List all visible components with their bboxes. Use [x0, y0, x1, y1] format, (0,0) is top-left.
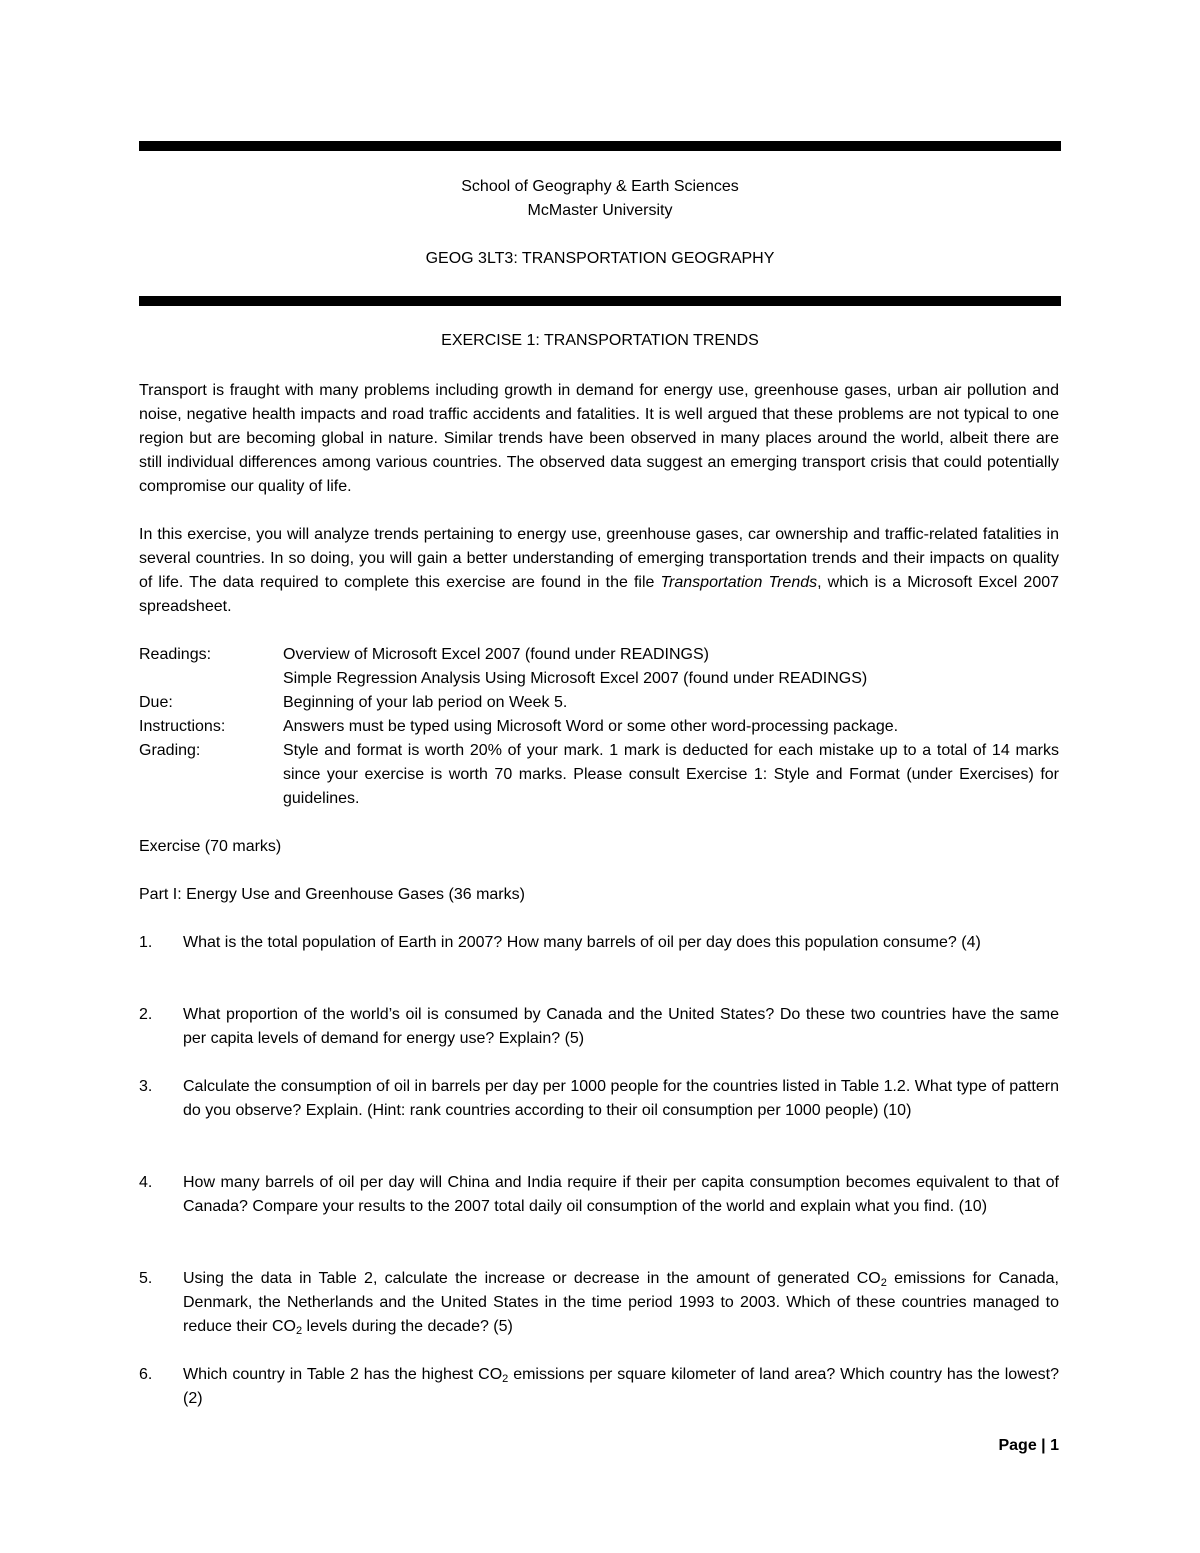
reading-item-1: Overview of Microsoft Excel 2007 (found under READINGS) [283, 646, 709, 663]
assignment-info [139, 643, 1059, 811]
data-file-name: Transportation Trends [660, 574, 818, 591]
instructions-value: Answers must be typed using Microsoft Word or some other word-processing package. [283, 718, 899, 735]
part-1-heading: Part I: Energy Use and Greenhouse Gases (36 marks) [139, 886, 525, 903]
question-1 [139, 931, 1059, 955]
page-number: Page | 1 [998, 1437, 1059, 1454]
intro-paragraph-2-start: In this exercise, you will analyze trends pertaining to energy use, greenhouse gases, car ownership and traffic-related fatalities in several countries. In so doing, you will gain a better understanding of emerging transportation trends and their impacts on quality of life. The data required to complete this exercise are found in the file [139, 526, 1059, 591]
course-title: GEOG 3LT3: TRANSPORTATION GEOGRAPHY [425, 250, 775, 267]
info-row-due [139, 691, 1059, 715]
subscript: 2 [295, 1325, 303, 1337]
question-3 [139, 1075, 1059, 1123]
question-text: What is the total population of Earth in 2007? How many barrels of oil per day does this population consume? (4) [183, 934, 981, 951]
subscript: 2 [880, 1277, 887, 1289]
question-5 [139, 1267, 1059, 1339]
middle-rule [139, 296, 1061, 306]
question-text [183, 1363, 1059, 1411]
question-number: 6. [139, 1366, 153, 1383]
question-text-part: levels during the decade? (5) [302, 1318, 513, 1335]
question-text: How many barrels of oil per day will China and India require if their per capita consumption becomes equivalent to that of Canada? Compare your results to the 2007 total daily oil consumption of the world and explain what you find. (10) [183, 1174, 1059, 1215]
exercise-heading: Exercise (70 marks) [139, 838, 282, 855]
question-text: What proportion of the world’s oil is consumed by Canada and the United States? Do these two countries have the same per capita levels of demand for energy use? Explain? (5) [183, 1006, 1059, 1047]
question-6 [139, 1363, 1059, 1411]
grading-value: Style and format is worth 20% of your mark. 1 mark is deducted for each mistake up to a total of 14 marks since your exercise is worth 70 marks. Please consult Exercise 1: Style and Format (under Exercises) for guidelines. [283, 742, 1059, 807]
exercise-title: EXERCISE 1: TRANSPORTATION TRENDS [441, 332, 759, 349]
info-row-instructions [139, 715, 1059, 739]
readings-value [283, 643, 1059, 691]
question-number: 3. [139, 1078, 153, 1095]
question-4 [139, 1171, 1059, 1219]
question-text-part: emissions per square kilometer of land area? Which country has the lowest? (2) [183, 1366, 1060, 1407]
due-label: Due: [139, 694, 173, 711]
question-number: 5. [139, 1270, 153, 1287]
question-text-part: Using the data in Table 2, calculate the increase or decrease in the amount of generated CO [183, 1270, 881, 1287]
question-text-part: emissions for Canada, Denmark, the Netherlands and the United States in the time period 1993 to 2003. Which of these countries managed to reduce their CO [183, 1270, 1059, 1335]
instructions-label: Instructions: [139, 718, 226, 735]
top-rule [139, 141, 1061, 151]
intro-paragraph-1: Transport is fraught with many problems including growth in demand for energy use, greenhouse gases, urban air pollution and noise, negative health impacts and road traffic accidents and fatalities. It is well argued that these problems are not typical to one region but are becoming global in nature. Similar trends have been observed in many places around the world, albeit there are still individual differences among various countries. The observed data suggest an emerging transport crisis that could potentially compromise our quality of life. [139, 382, 1059, 495]
grading-label: Grading: [139, 742, 201, 759]
info-row-grading [139, 739, 1059, 811]
info-row-readings [139, 643, 1059, 691]
school-name: School of Geography & Earth Sciences [461, 178, 739, 195]
intro-paragraph-2 [139, 523, 1059, 619]
question-number: 1. [139, 934, 153, 951]
readings-label: Readings: [139, 646, 212, 663]
question-number: 2. [139, 1006, 153, 1023]
due-value: Beginning of your lab period on Week 5. [283, 694, 568, 711]
reading-item-2: Simple Regression Analysis Using Microsoft Excel 2007 (found under READINGS) [283, 670, 868, 687]
subscript: 2 [502, 1373, 509, 1385]
question-text: Calculate the consumption of oil in barrels per day per 1000 people for the countries listed in Table 1.2. What type of pattern do you observe? Explain. (Hint: rank countries according to their oil consumption per 1000 people) (10) [183, 1078, 1059, 1119]
university-name: McMaster University [527, 202, 673, 219]
question-number: 4. [139, 1174, 153, 1191]
intro-paragraph-2-end: , which is a Microsoft Excel 2007 spreadsheet. [139, 574, 1060, 615]
question-2 [139, 1003, 1059, 1051]
question-text-part: Which country in Table 2 has the highest CO [183, 1366, 503, 1383]
question-text [183, 1267, 1059, 1339]
